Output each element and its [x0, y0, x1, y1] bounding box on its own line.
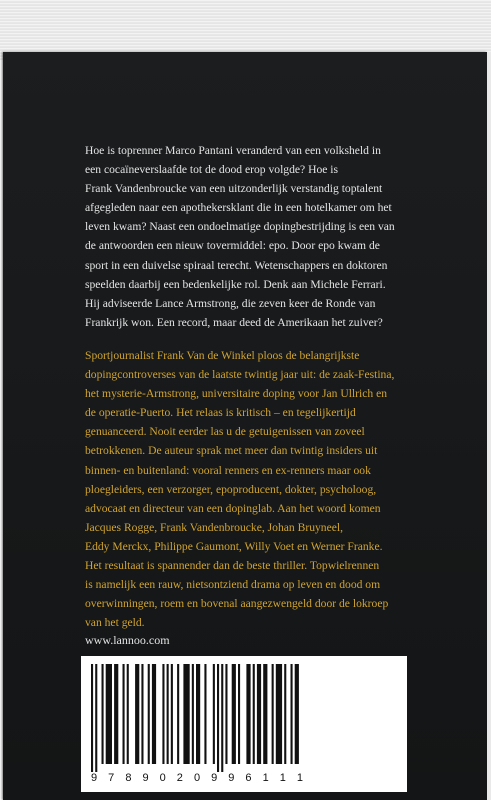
barcode-bar: [167, 664, 169, 764]
barcode-bar: [276, 664, 282, 764]
blurb-line: Hoe is toprenner Marco Pantani veranderd van een volksheld in: [85, 144, 381, 157]
page-edges: [0, 0, 491, 60]
barcode-bar: [232, 664, 236, 764]
blurb-line: afgegleden naar een apothekersklant die in een hotelkamer om het: [85, 201, 392, 215]
barcode-bar: [183, 664, 189, 764]
blurb-line: Hij adviseerde Lance Armstrong, die zeven keer de Ronde van: [85, 296, 376, 310]
barcode-bar: [253, 664, 255, 764]
blurb-line: advocaat en directeur van een dopinglab. Aan het woord komen: [85, 501, 381, 515]
blurb-paragraph-1: [85, 141, 407, 332]
isbn-digit: 1: [279, 772, 286, 784]
barcode-bar: [295, 664, 299, 764]
barcode-bar: [238, 664, 240, 764]
isbn-digit: 9: [91, 772, 98, 784]
barcode-bar: [152, 664, 156, 764]
barcode-bar: [171, 664, 173, 764]
blurb-line: speelden daarbij een bedenkelijke rol. Denk aan Michele Ferrari.: [85, 277, 386, 291]
isbn-digit: 9: [228, 772, 235, 784]
blurb-line: betrokkenen. De auteur sprak met meer dan twintig insiders uit: [85, 444, 378, 458]
blurb-line: Frankrijk won. Een record, maar deed de Amerikaan het zuiver?: [85, 315, 383, 329]
blurb-line: is namelijk een rauw, nietsontziend drama op leven en dood om: [85, 578, 381, 592]
barcode-bar: [291, 664, 293, 764]
blurb-line: genuanceerd. Nooit eerder las u de getuigenissen van zoveel: [85, 425, 365, 439]
isbn-digit: 6: [245, 772, 252, 784]
blurb-line: ploegleiders, een verzorger, epoproducent, dokter, psycholoog,: [85, 482, 377, 496]
barcode-bar: [106, 664, 112, 764]
barcode-bar: [257, 664, 261, 764]
barcode-bar: [196, 664, 200, 764]
barcode-bar: [148, 664, 150, 764]
blurb-line: de antwoorden een nieuw tovermiddel: epo. Door epo kwam de: [85, 239, 380, 253]
barcode-bar: [263, 664, 267, 764]
barcode-bar: [91, 664, 93, 772]
blurb-line: het mysterie-Armstrong, universitaire doping voor Jan Ullrich en: [85, 387, 388, 401]
isbn-digit: 1: [296, 772, 303, 784]
blurb-line: leven kwam? Naast een ondoelmatige dopingbestrijding is een van: [85, 220, 395, 234]
barcode-bar: [123, 664, 125, 764]
isbn-digits: [91, 772, 303, 784]
barcode-bar: [135, 664, 139, 764]
isbn-digit: 0: [159, 772, 166, 784]
blurb-line: Frank Vandenbroucke van een uitzonderlijk verstandig toptalent: [85, 182, 383, 196]
page-edge-right: [487, 52, 491, 800]
publisher-website: www.lannoo.com: [85, 633, 170, 647]
barcode-bar: [272, 664, 274, 764]
barcode-bar: [177, 664, 179, 764]
barcode-bar: [225, 664, 227, 764]
barcode-bar: [192, 664, 194, 764]
barcode-bar: [284, 664, 286, 764]
barcode-bar: [246, 664, 250, 764]
blurb-line: Eddy Merckx, Philippe Gaumont, Willy Voet en Werner Franke.: [85, 539, 383, 553]
blurb-line: van het geld.: [85, 616, 145, 630]
barcode-label: [81, 656, 407, 792]
barcode-bar: [102, 664, 104, 764]
barcode-bar: [204, 664, 206, 764]
barcode-bar: [127, 664, 129, 764]
blurb-line: binnen- en buitenland: vooral renners en ex-renners maar ook: [85, 463, 371, 477]
isbn-digit: 1: [262, 772, 269, 784]
blurb-line: Het resultaat is spannender dan de beste thriller. Topwielrennen: [85, 559, 380, 573]
blurb-line: dopingcontroverses van de laatste twintig jaar uit: de zaak-Festina,: [85, 368, 395, 382]
isbn-digit: 8: [125, 772, 132, 784]
blurb-line: een cocaïneverslaafde tot de dood erop volgde? Hoe is: [85, 163, 339, 177]
barcode-bar: [162, 664, 164, 764]
barcode-bar: [141, 664, 143, 764]
barcode-bar: [114, 664, 118, 764]
blurb-line: Jacques Rogge, Frank Vandenbroucke, Johan Bruyneel,: [85, 520, 344, 534]
blurb-paragraph-2: [85, 346, 407, 632]
blurb-line: overwinningen, roem en bovenal aangezwengeld door de lokroep: [85, 597, 389, 611]
blurb-line: sport in een duivelse spiraal terecht. Wetenschappers en doktoren: [85, 258, 388, 272]
blurb-line: de operatie-Puerto. Het relaas is kritisch – en tegelijkertijd: [85, 406, 356, 420]
isbn-digit: 9: [211, 772, 218, 784]
barcode-bar: [221, 664, 223, 772]
isbn-digit: 7: [108, 772, 115, 784]
isbn-digit: 2: [176, 772, 183, 784]
barcode-bar: [213, 664, 215, 764]
isbn-digit: 0: [193, 772, 201, 784]
isbn-digit: 9: [142, 772, 149, 784]
barcode-bar: [95, 664, 97, 772]
blurb-line: Sportjournalist Frank Van de Winkel ploos de belangrijkste: [85, 349, 360, 362]
barcode-bar: [217, 664, 219, 772]
